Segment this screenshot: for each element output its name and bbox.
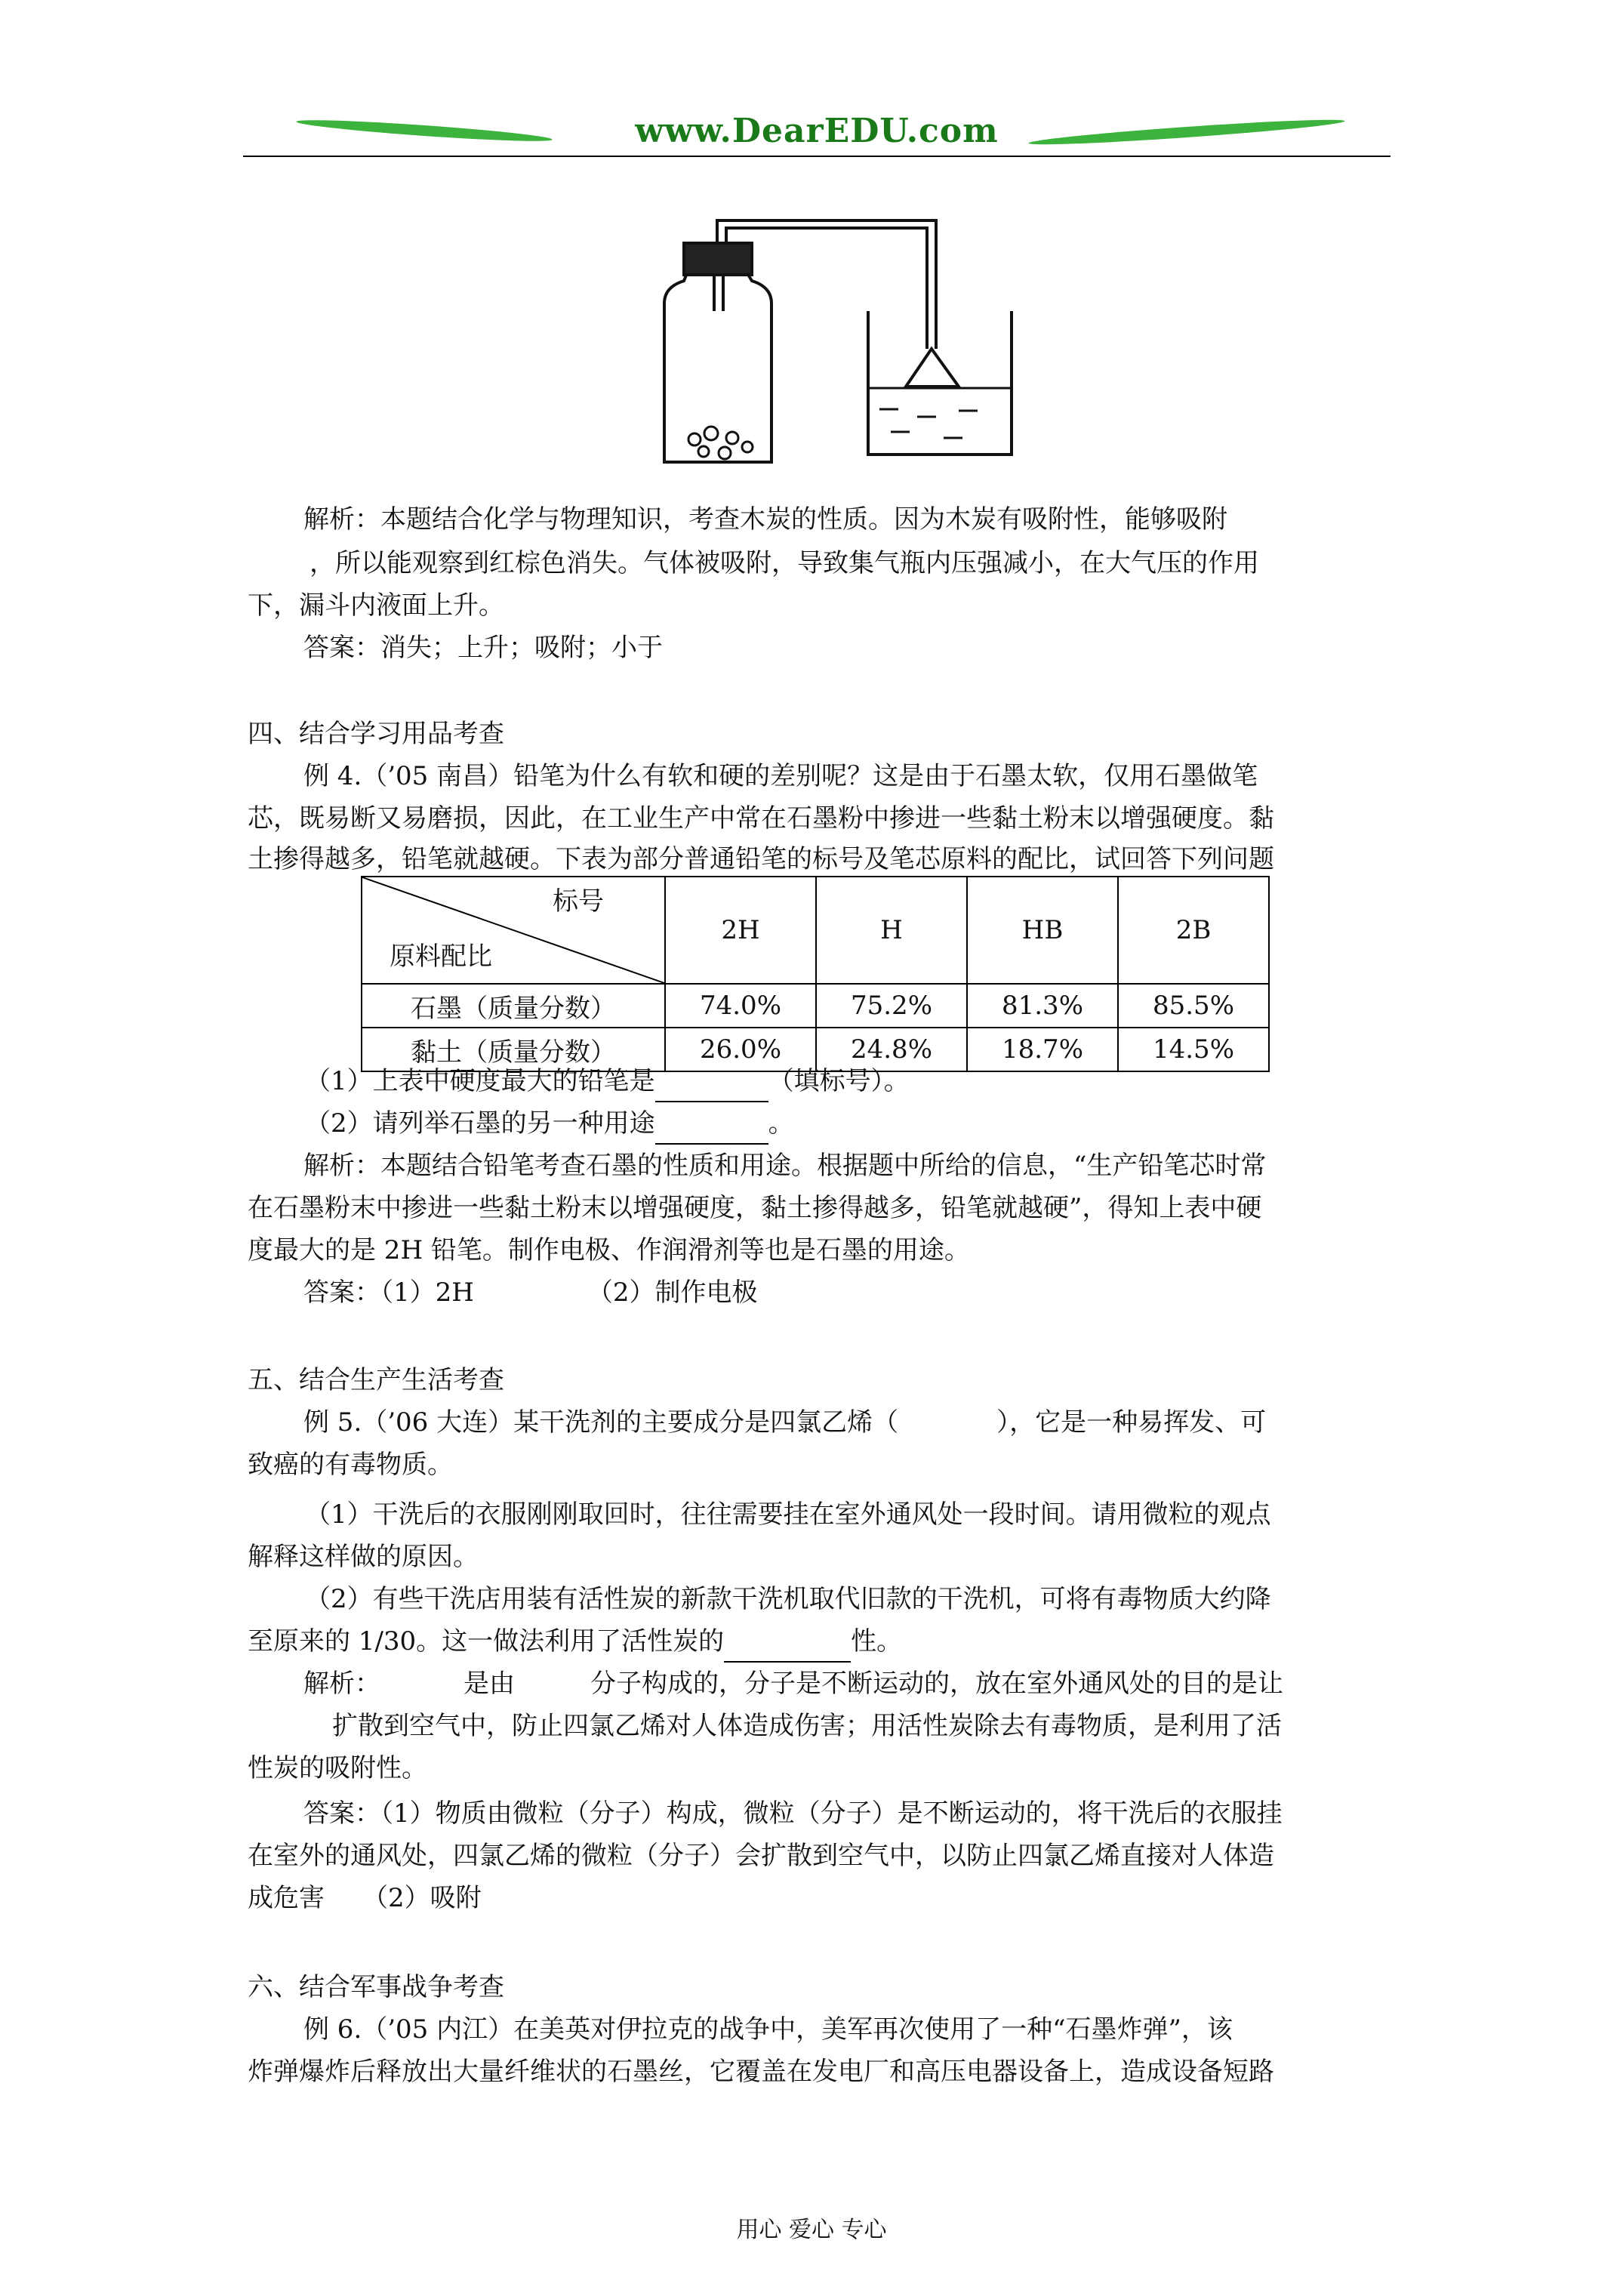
table-corner-cell: [362, 877, 665, 984]
header-cell: 2H: [665, 877, 816, 984]
analysis-4-line-3: 度最大的是 2H 铅笔。制作电极、作润滑剂等也是石墨的用途。: [248, 1235, 970, 1265]
answer-line: 答案：消失；上升；吸附；小于: [303, 633, 663, 663]
example-5-text: 例 5.（’06 大连）某干洗剂的主要成分是四氯乙烯（: [303, 1407, 899, 1438]
beaker: [868, 311, 1012, 455]
table-cell: 18.7%: [967, 1028, 1118, 1071]
analysis-5-line-1: [303, 1663, 1283, 1705]
answer-5-line-1: 答案：（1）物质由微粒（分子）构成，微粒（分子）是不断运动的，将干洗后的衣服挂: [303, 1798, 1283, 1829]
analysis-line-3: 下，漏斗内液面上升。: [248, 590, 504, 621]
question-5-1-line-1: （1）干洗后的衣服刚刚取回时，往往需要挂在室外通风处一段时间。请用微粒的观点: [305, 1499, 1271, 1530]
table-cell: 14.5%: [1118, 1028, 1269, 1071]
answer-blank[interactable]: [724, 1631, 851, 1663]
section-5-heading: 五、结合生产生活考查: [248, 1365, 504, 1395]
analysis-5-rest: 分子构成的，分子是不断运动的，放在室外通风处的目的是让: [590, 1669, 1283, 1699]
table-cell: 81.3%: [967, 984, 1118, 1028]
page-header: [243, 112, 1390, 157]
section-6-heading: 六、结合军事战争考查: [248, 1972, 504, 2002]
row-label: 黏土（质量分数）: [362, 1028, 665, 1071]
charcoal-pieces: [688, 427, 753, 459]
example-5-line-2: 致癌的有毒物质。: [248, 1450, 453, 1480]
question-1-suffix: （填标号）。: [768, 1066, 910, 1096]
header-cell: 2B: [1118, 877, 1269, 984]
analysis-5-line-2: 扩散到空气中，防止四氯乙烯对人体造成伤害；用活性炭除去有毒物质，是利用了活: [332, 1711, 1282, 1741]
table-cell: 85.5%: [1118, 984, 1269, 1028]
table-cell: 24.8%: [816, 1028, 967, 1071]
analysis-5-prefix: 解析：: [303, 1669, 380, 1699]
example-6-line-2: 炸弹爆炸后释放出大量纤维状的石墨丝，它覆盖在发电厂和高压电器设备上，造成设备短路: [248, 2057, 1274, 2087]
analysis-5-line-3: 性炭的吸附性。: [248, 1753, 427, 1783]
table-cell: 26.0%: [665, 1028, 816, 1071]
answer-blank[interactable]: [655, 1071, 768, 1102]
answer-4-line: [303, 1271, 758, 1314]
example-4-line-2: 芯，既易断又易磨损，因此，在工业生产中常在石墨粉中掺进一些黏土粉末以增强硬度。黏: [248, 803, 1274, 834]
answer-blank[interactable]: [655, 1113, 768, 1145]
answer-4-part-1: 答案：（1）2H: [303, 1277, 474, 1308]
section-4-heading: 四、结合学习用品考查: [248, 719, 504, 749]
example-6-line-1: 例 6.（’05 内江）在美英对伊拉克的战争中，美军再次使用了一种“石墨炸弹”，该: [303, 2014, 1233, 2045]
bottle-stopper: [684, 243, 752, 275]
corner-top-label: 标号: [553, 886, 604, 917]
question-5-1-line-2: 解释这样做的原因。: [248, 1542, 479, 1572]
analysis-line-2: ，所以能观察到红棕色消失。气体被吸附，导致集气瓶内压强减小，在大气压的作用: [310, 548, 1259, 578]
header-cell: H: [816, 877, 967, 984]
funnel: [906, 349, 959, 387]
answer-4-part-2: （2）制作电极: [587, 1277, 758, 1308]
question-2-suffix: 。: [768, 1108, 794, 1139]
analysis-4-line-2: 在石墨粉末中掺进一些黏土粉末以增强硬度，黏土掺得越多，铅笔就越硬”，得知上表中硬: [248, 1193, 1262, 1223]
analysis-5-mid: 是由: [463, 1669, 515, 1699]
example-4-line-3: 土掺得越多，铅笔就越硬。下表为部分普通铅笔的标号及笔芯原料的配比，试回答下列问题: [248, 844, 1274, 874]
example-5-line-1: [303, 1401, 1266, 1444]
brand-logo-text: www.DearEDU.com: [635, 112, 999, 150]
row-label: 石墨（质量分数）: [362, 984, 665, 1028]
corner-bottom-label: 原料配比: [390, 942, 492, 972]
pencil-ratio-table: [361, 876, 1270, 1072]
analysis-line-1: 解析：本题结合化学与物理知识，考查木炭的性质。因为木炭有吸附性，能够吸附: [303, 504, 1227, 535]
question-1-line: [305, 1060, 910, 1102]
question-5-2-line-2: [248, 1620, 902, 1663]
header-rule: [243, 156, 1390, 157]
page-footer: 用心 爱心 专心: [736, 2217, 887, 2243]
question-2-line: [305, 1102, 794, 1145]
example-4-line-1: 例 4.（’05 南昌）铅笔为什么有软和硬的差别呢？这是由于石墨太软，仅用石墨做笔: [303, 761, 1258, 791]
table-row: [362, 984, 1269, 1028]
answer-5-line-2: 在室外的通风处，四氯乙烯的微粒（分子）会扩散到空气中，以防止四氯乙烯直接对人体造: [248, 1841, 1274, 1871]
answer-5-part-2: （2）吸附: [362, 1883, 482, 1913]
apparatus-figure: [619, 198, 1027, 470]
analysis-4-line-1: 解析：本题结合铅笔考查石墨的性质和用途。根据题中所给的信息，“生产铅笔芯时常: [303, 1151, 1267, 1181]
header-cell: HB: [967, 877, 1118, 984]
question-1-text: （1）上表中硬度最大的铅笔是: [305, 1066, 655, 1096]
question-5-2-text: 至原来的 1/30。这一做法利用了活性炭的: [248, 1626, 725, 1657]
answer-5-part-1: 成危害: [248, 1883, 325, 1913]
table-header-row: [362, 877, 1269, 984]
table-cell: 75.2%: [816, 984, 967, 1028]
answer-5-line-3: [248, 1877, 482, 1919]
table-cell: 74.0%: [665, 984, 816, 1028]
example-5-text-cont: ），它是一种易挥发、可: [996, 1407, 1267, 1438]
question-5-2-line-1: （2）有些干洗店用装有活性炭的新款干洗机取代旧款的干洗机，可将有毒物质大约降: [305, 1584, 1271, 1614]
question-2-text: （2）请列举石墨的另一种用途: [305, 1108, 655, 1139]
question-5-2-suffix: 性。: [851, 1626, 903, 1657]
